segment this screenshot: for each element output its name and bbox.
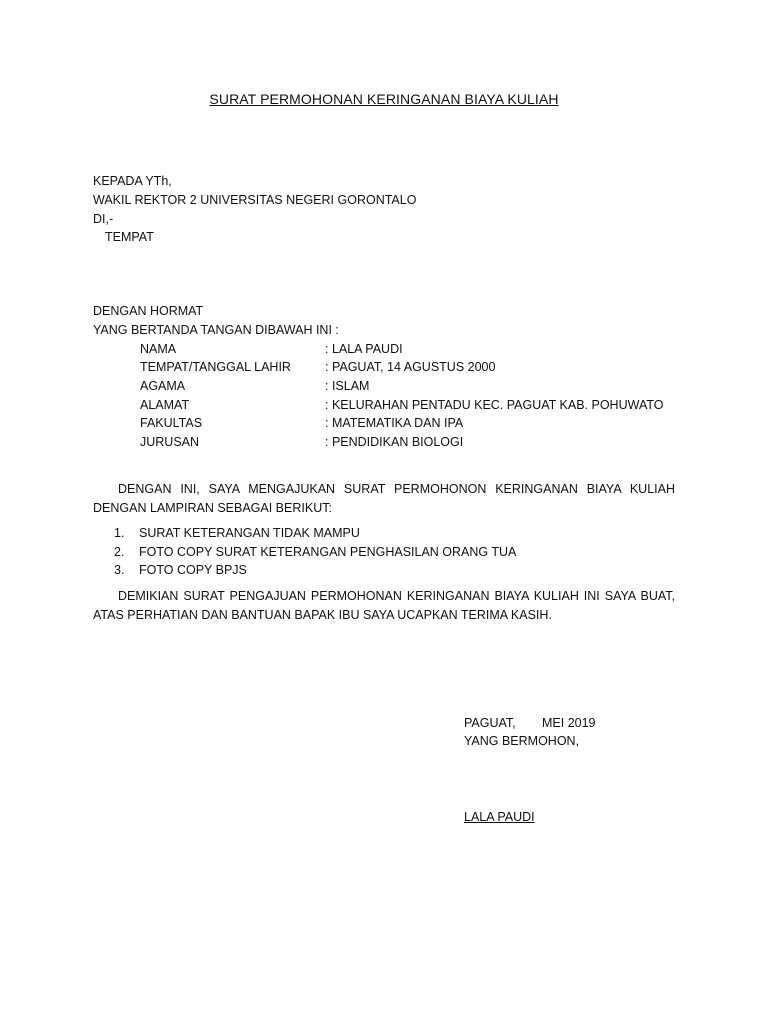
list-item: SURAT KETERANGAN TIDAK MAMPU [139,526,360,540]
field-value-jurusan: : PENDIDIKAN BIOLOGI [325,435,464,449]
signature-date: MEI 2019 [542,716,596,730]
letter-title: SURAT PERMOHONAN KERINGANAN BIAYA KULIAH [209,91,559,107]
field-label-nama: NAMA [140,342,177,356]
signature-name: LALA PAUDI [464,810,535,824]
list-item-number: 2. [114,545,125,559]
body-paragraph: DENGAN INI, SAYA MENGAJUKAN SURAT PERMOHONON KERINGANAN BIAYA KULIAH DENGAN LAMPIRAN SEBAGAI BERIKUT: [93,482,675,515]
field-value-nama: : LALA PAUDI [325,342,403,356]
greeting-line-1: DENGAN HORMAT [93,304,204,318]
list-item-number: 3. [114,563,125,577]
field-value-fakultas: : MATEMATIKA DAN IPA [325,416,464,430]
field-label-fakultas: FAKULTAS [140,416,203,430]
signature-role: YANG BERMOHON, [464,734,580,748]
recipient-line-4: TEMPAT [105,230,154,244]
recipient-line-3: DI,- [93,212,114,226]
recipient-line-2: WAKIL REKTOR 2 UNIVERSITAS NEGERI GORONTALO [93,193,417,207]
field-label-agama: AGAMA [140,379,186,393]
list-item-number: 1. [114,526,125,540]
field-label-alamat: ALAMAT [140,398,190,412]
field-value-ttl: : PAGUAT, 14 AGUSTUS 2000 [325,360,496,374]
signature-place: PAGUAT, [464,716,516,730]
list-item: FOTO COPY BPJS [139,563,247,577]
list-item: FOTO COPY SURAT KETERANGAN PENGHASILAN ORANG TUA [139,545,517,559]
field-label-ttl: TEMPAT/TANGGAL LAHIR [140,360,291,374]
greeting-line-2: YANG BERTANDA TANGAN DIBAWAH INI : [93,323,339,337]
field-value-agama: : ISLAM [325,379,370,393]
recipient-line-1: KEPADA YTh, [93,174,172,188]
closing-paragraph: DEMIKIAN SURAT PENGAJUAN PERMOHONAN KERINGANAN BIAYA KULIAH INI SAYA BUAT, ATAS PERHATIAN DAN BANTUAN BAPAK IBU SAYA UCAPKAN TERIMA KASIH. [93,589,675,622]
field-value-alamat: : KELURAHAN PENTADU KEC. PAGUAT KAB. POHUWATO [325,398,664,412]
field-label-jurusan: JURUSAN [140,435,200,449]
